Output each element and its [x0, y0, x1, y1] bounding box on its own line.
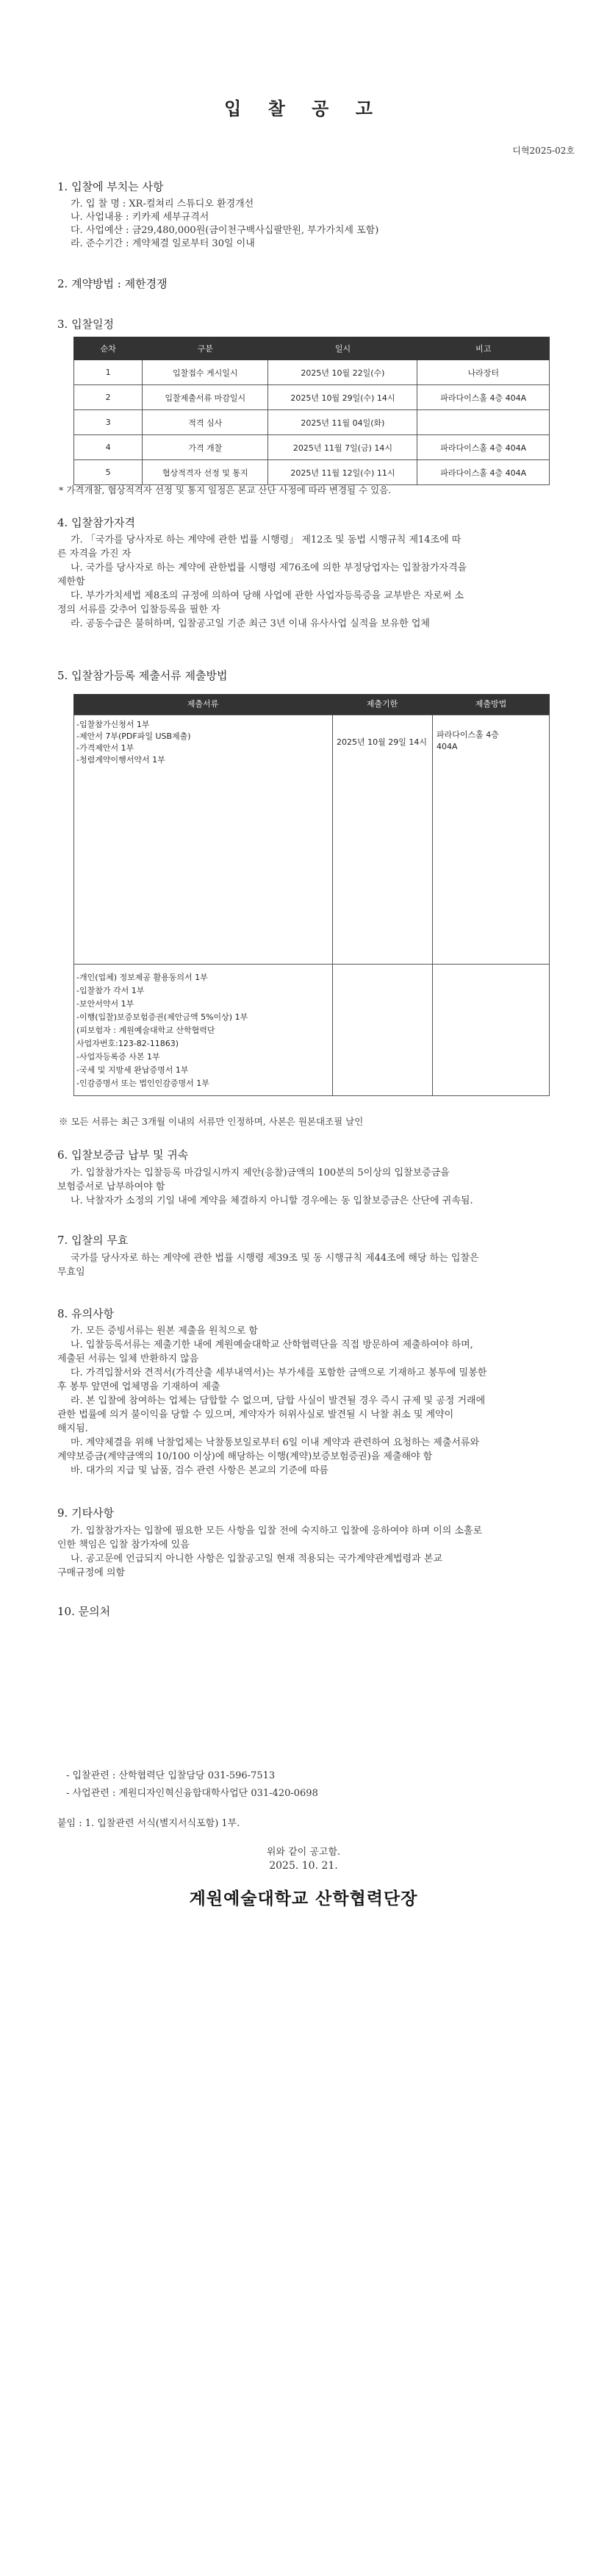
section-4-line: 다. 부가가치세법 제8조의 규정에 의하여 당해 사업에 관한 사업자등록증을 교부받은 자로써 소 [71, 590, 464, 601]
submission-header-row [73, 694, 550, 715]
notice-date: 2025. 10. 21. [269, 1860, 338, 1872]
submission-doc-item: (피보험자 : 계원예술대학교 산학협력단 [76, 1026, 215, 1035]
schedule-cell: 2025년 10월 22일(수) [268, 360, 417, 385]
section-4-line: 라. 공동수급은 불허하며, 입찰공고일 기준 최근 3년 이내 유사사업 실적을 보유한 업체 [71, 618, 430, 629]
schedule-col-header: 순차 [74, 337, 143, 360]
schedule-cell: 3 [74, 410, 143, 435]
submission-doc-item: -입찰참가신청서 1부 [76, 720, 150, 729]
table-row [74, 410, 550, 435]
schedule-cell: 파라다이스홀 4층 404A [417, 385, 550, 410]
submission-doc-item: -보안서약서 1부 [76, 999, 134, 1009]
section-8-line: 관한 법률에 의거 불이익을 당할 수 있으며, 계약자가 허위사실로 발견될 시 낙찰 취소 및 계약이 [57, 1409, 454, 1420]
table-row [74, 435, 550, 460]
submission-doc-item: -사업자등록증 사본 1부 [76, 1052, 160, 1062]
section-8-line: 제출된 서류는 일체 반환하지 않음 [57, 1353, 199, 1364]
table-row [74, 460, 550, 485]
submission-doc-item: 사업자번호:123-82-11863) [76, 1039, 179, 1048]
section-1-item: 다. 사업예산 : 금29,480,000원(금이천구백사십팔만원, 부가가치세 포함) [71, 225, 379, 236]
page-title: 입 찰 공 고 [224, 98, 383, 119]
schedule-cell: 2025년 10월 29일(수) 14시 [268, 385, 417, 410]
section-4-line: 정의 서류를 갖추어 입찰등록을 필한 자 [57, 604, 220, 615]
submission-deadline-cell [332, 715, 433, 965]
section-1-item: 가. 입 찰 명 : XR-컬쳐리 스튜디오 환경개선 [71, 198, 254, 210]
submission-doc-item: -이행(입찰)보증보험증권(제안금액 5%이상) 1부 [76, 1012, 248, 1022]
schedule-cell: 2 [74, 385, 143, 410]
submission-method: 파라다이스홀 4층 [437, 730, 499, 740]
contact-bidding: - 입찰관련 : 산학협력단 입찰담당 031-596-7513 [66, 1770, 276, 1781]
schedule-cell [417, 410, 550, 435]
section-8-line: 바. 대가의 지급 및 납품, 검수 관련 사항은 본교의 기준에 따름 [71, 1465, 328, 1476]
schedule-cell: 나라장터 [417, 360, 550, 385]
section-4-line: 른 자격을 가진 자 [57, 548, 132, 559]
section-10-heading: 10. 문의처 [57, 1605, 111, 1618]
section-8-line: 마. 계약체결을 위해 낙찰업체는 낙찰통보일로부터 6일 이내 계약과 관련하여 요청하는 제출서류와 [71, 1437, 480, 1448]
section-6-heading: 6. 입찰보증금 납부 및 귀속 [57, 1148, 189, 1162]
schedule-header-row [74, 337, 550, 360]
section-8-line: 후 봉투 앞면에 업체명을 기재하여 제출 [57, 1381, 220, 1392]
schedule-cell: 2025년 11월 12일(수) 11시 [268, 460, 417, 485]
submission-col-header: 제출서류 [187, 699, 219, 709]
schedule-cell: 파라다이스홀 4층 404A [417, 460, 550, 485]
section-8-heading: 8. 유의사항 [57, 1307, 115, 1320]
section-9-line: 구매규정에 의함 [57, 1567, 126, 1578]
section-2-heading: 2. 계약방법 : 제한경쟁 [57, 277, 168, 290]
section-1-heading: 1. 입찰에 부치는 사항 [57, 180, 164, 193]
schedule-cell: 입찰접수 게시일시 [143, 360, 268, 385]
submission-doc-item: -개인(업체) 정보제공 활용동의서 1부 [76, 973, 208, 982]
submission-col-header: 제출방법 [475, 699, 507, 709]
section-8-line: 나. 입찰등록서류는 제출기한 내에 계원예술대학교 산학협력단을 직접 방문하여 제출하여야 하며, [71, 1339, 473, 1350]
submission-method-cell [432, 964, 550, 1096]
section-9-line: 나. 공고문에 언급되지 아니한 사항은 입찰공고일 현재 적용되는 국가계약관계법령과 본교 [71, 1553, 442, 1564]
section-6-line: 가. 입찰참가자는 입찰등록 마감일시까지 제안(응찰)금액의 100분의 5이상의 입찰보증금을 [71, 1167, 450, 1178]
submission-note: ※ 모든 서류는 최근 3개월 이내의 서류만 인정하며, 사본은 원본대조필 날인 [59, 1116, 364, 1127]
section-6-line: 보험증서로 납부하여야 함 [57, 1181, 165, 1192]
section-9-line: 가. 입찰참가자는 입찰에 필요한 모든 사항을 입찰 전에 숙지하고 입찰에 응하여야 하며 이의 소홀로 [71, 1525, 483, 1536]
schedule-note: * 가격개찰, 협상적격자 선정 및 통지 일정은 본교 산단 사정에 따라 변경될 수 있음. [59, 484, 392, 495]
section-4-heading: 4. 입찰참가자격 [57, 516, 136, 529]
section-4-line: 나. 국가를 당사자로 하는 계약에 관한법률 시행령 제76조에 의한 부정당업자는 입찰참가자격을 [71, 562, 467, 573]
section-4-line: 제한함 [57, 576, 85, 587]
schedule-table [73, 337, 550, 485]
submission-col-header: 제출기한 [366, 699, 398, 709]
schedule-cell: 2025년 11월 7일(금) 14시 [268, 435, 417, 460]
section-1-item: 나. 사업내용 : 키카제 세부규격서 [71, 212, 209, 223]
section-8-line: 다. 가격입찰서와 견적서(가격산출 세부내역서)는 부가세를 포함한 금액으로 기재하고 봉투에 밀봉한 [71, 1367, 487, 1378]
table-row [74, 360, 550, 385]
schedule-col-header: 일시 [268, 337, 417, 360]
submission-doc-item: -청렴계약이행서약서 1부 [76, 755, 165, 765]
section-4-line: 가. 「국가를 당사자로 하는 계약에 관한 법률 시행령」 제12조 및 동법 시행규칙 제14조에 따 [71, 534, 461, 545]
contact-project: - 사업관련 : 계원디자인혁신융합대학사업단 031-420-0698 [66, 1788, 318, 1799]
section-1-item: 라. 준수기간 : 계약체결 일로부터 30일 이내 [71, 238, 255, 249]
schedule-col-header: 구분 [143, 337, 268, 360]
schedule-cell: 파라다이스홀 4층 404A [417, 435, 550, 460]
submission-method: 404A [437, 742, 458, 751]
attachment-line: 붙임 : 1. 입찰관련 서식(별지서식포함) 1부. [57, 1818, 240, 1829]
schedule-cell: 가격 개찰 [143, 435, 268, 460]
schedule-cell: 4 [74, 435, 143, 460]
section-7-line: 무효임 [57, 1267, 85, 1278]
issuer-name: 계원예술대학교 산학협력단장 [189, 1889, 418, 1908]
schedule-cell: 2025년 11월 04일(화) [268, 410, 417, 435]
schedule-cell: 입찰제출서류 마감일시 [143, 385, 268, 410]
submission-doc-item: -입찰참가 각서 1부 [76, 986, 145, 995]
section-8-line: 계약보증금(계약금액의 10/100 이상)에 해당하는 이행(계약)보증보험증권)을 제출해야 함 [57, 1451, 433, 1462]
submission-doc-item: -국세 및 지방세 완납증명서 1부 [76, 1065, 189, 1075]
section-6-line: 나. 낙찰자가 소정의 기일 내에 계약을 체결하지 아니할 경우에는 동 입찰보증금은 산단에 귀속됨. [71, 1195, 473, 1206]
section-9-heading: 9. 기타사항 [57, 1506, 115, 1520]
submission-deadline: 2025년 10월 29일 14시 [337, 737, 427, 747]
schedule-cell: 적격 심사 [143, 410, 268, 435]
schedule-cell: 5 [74, 460, 143, 485]
document-number: 디혁2025-02호 [512, 146, 575, 156]
schedule-col-header: 비고 [417, 337, 550, 360]
schedule-cell: 1 [74, 360, 143, 385]
submission-doc-item: -인감증명서 또는 법인인감증명서 1부 [76, 1078, 209, 1088]
section-5-heading: 5. 입찰참가등록 제출서류 제출방법 [57, 669, 228, 682]
section-9-line: 인한 책임은 입찰 참가자에 있음 [57, 1539, 190, 1550]
section-8-line: 가. 모든 증빙서류는 원본 제출을 원칙으로 함 [71, 1325, 258, 1337]
submission-deadline-cell [332, 964, 433, 1096]
section-8-line: 해지됨. [57, 1423, 88, 1434]
submission-doc-item: -제안서 7부(PDF파일 USB제출) [76, 731, 191, 741]
section-8-line: 라. 본 입찰에 참여하는 업체는 담합할 수 없으며, 담합 사실이 발견될 경우 즉시 규제 및 공정 거래에 [71, 1395, 486, 1406]
section-7-line: 국가를 당사자로 하는 계약에 관한 법률 시행령 제39조 및 동 시행규칙 제44조에 해당 하는 입찰은 [71, 1253, 479, 1264]
closing-statement: 위와 같이 공고함. [266, 1847, 341, 1858]
section-3-heading: 3. 입찰일정 [57, 318, 115, 331]
section-7-heading: 7. 입찰의 무효 [57, 1234, 129, 1247]
schedule-cell: 협상적격자 선정 및 통지 [143, 460, 268, 485]
table-row [74, 385, 550, 410]
submission-doc-item: -가격제안서 1부 [76, 743, 134, 753]
